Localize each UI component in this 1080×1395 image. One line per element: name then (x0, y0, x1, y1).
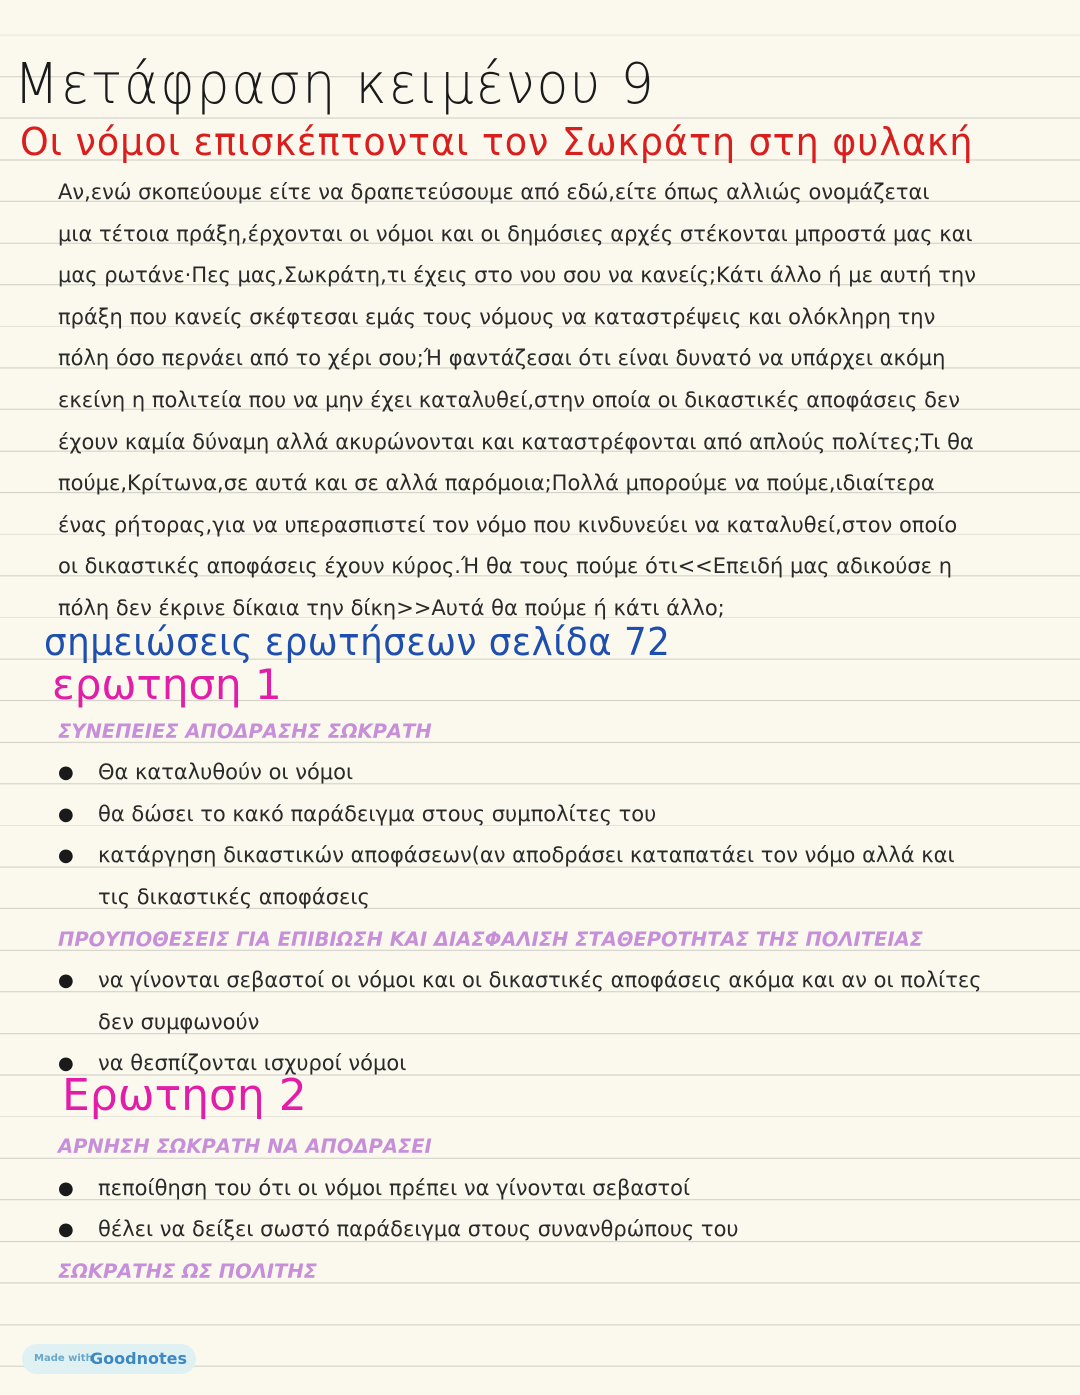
section-title: ΠΡΟΥΠΟΘΕΣΕΙΣ ΓΙΑ ΕΠΙΒΙΩΣΗ ΚΑΙ ΔΙΑΣΦΑΛΙΣΗ ΣΤΑΘΕΡΟΤΗΤΑΣ ΤΗΣ ΠΟΛΙΤΕΙΑΣ (58, 928, 924, 951)
bullet-text: πεποίθηση του ότι οι νόμοι πρέπει να γίνονται σεβαστοί (98, 1176, 691, 1200)
translation-line: έχουν καμία δύναμη αλλά ακυρώνονται και καταστρέφονται από απλούς πολίτες;Τι θα (58, 429, 974, 454)
bullet-text: να γίνονται σεβαστοί οι νόμοι και οι δικαστικές αποφάσεις ακόμα και αν οι πολίτες (98, 968, 982, 992)
bullet-text: κατάργηση δικαστικών αποφάσεων(αν αποδράσει καταπατάει τον νόμο αλλά και (98, 843, 955, 867)
bullet-dot-icon: ● (58, 845, 74, 866)
question-2-label: Ερωτηση 2 (62, 1070, 307, 1121)
translation-line: μια τέτοια πράξη,έρχονται οι νόμοι και οι δημόσιες αρχές στέκονται μπροστά μας και (58, 221, 973, 246)
translation-line: οι δικαστικές αποφάσεις έχουν κύρος.Ή θα τους πούμε ότι<<Επειδή μας αδικούσε η (58, 554, 952, 579)
bullet-dot-icon: ● (58, 1219, 74, 1240)
bullet-text: τις δικαστικές αποφάσεις (98, 884, 370, 909)
bullet-dot-icon: ● (58, 970, 74, 991)
bullet-dot-icon: ● (58, 1178, 74, 1199)
translation-line: πόλη δεν έκρινε δίκαια την δίκη>>Αυτά θα πούμε ή κάτι άλλο; (58, 595, 725, 620)
translation-line: εκείνη η πολιτεία που να μην έχει καταλυθεί,στην οποία οι δικαστικές αποφάσεις δεν (58, 387, 960, 412)
section-title: ΑΡΝΗΣΗ ΣΩΚΡΑΤΗ ΝΑ ΑΠΟΔΡΑΣΕΙ (58, 1135, 432, 1158)
translation-line: πράξη που κανείς σκέφτεσαι εμάς τους νόμους να καταστρέψεις και ολόκληρη την (58, 304, 936, 329)
bullet-text: Θα καταλυθούν οι νόμοι (98, 760, 354, 784)
question-1-label: ερωτηση 1 (52, 660, 282, 709)
translation-line: Αν,ενώ σκοπεύουμε είτε να δραπετεύσουμε από εδώ,είτε όπως αλλιώς ονομάζεται (58, 180, 930, 204)
badge-prefix: Made with (34, 1353, 93, 1364)
page-subtitle: Οι νόμοι επισκέπτονται τον Σωκράτη στη φυλακή (20, 120, 974, 164)
section-title: ΣΥΝΕΠΕΙΕΣ ΑΠΟΔΡΑΣΗΣ ΣΩΚΡΑΤΗ (58, 720, 432, 743)
bullet-dot-icon: ● (58, 1053, 74, 1074)
notes-heading: σημειώσεις ερωτήσεων σελίδα 72 (44, 620, 671, 664)
goodnotes-badge[interactable] (22, 1344, 196, 1374)
translation-line: πούμε,Κρίτωνα,σε αυτά και σε αλλά παρόμοια;Πολλά μπορούμε να πούμε,ιδιαίτερα (58, 471, 935, 496)
bullet-text: θέλει να δείξει σωστό παράδειγμα στους συνανθρώπους του (98, 1217, 739, 1241)
bullet-dot-icon: ● (58, 804, 74, 825)
bullet-text: να θεσπίζονται ισχυροί νόμοι (98, 1051, 407, 1075)
bullet-dot-icon: ● (58, 762, 74, 783)
translation-line: πόλη όσο περνάει από το χέρι σου;Ή φαντάζεσαι ότι είναι δυνατό να υπάρχει ακόμη (58, 346, 946, 371)
translation-paragraph (58, 172, 1048, 630)
goodnotes-logo: Goodnotes (90, 1349, 187, 1368)
translation-line: μας ρωτάνε·Πες μας,Σωκράτη,τι έχεις στο νου σου να κανείς;Κάτι άλλο ή με αυτή την (58, 263, 976, 288)
bullet-text: θα δώσει το κακό παράδειγμα στους συμπολίτες του (98, 802, 657, 826)
page-title: Μετάφραση κειμένου 9 (14, 52, 656, 117)
bullet-text: δεν συμφωνούν (98, 1009, 260, 1034)
section-title: ΣΩΚΡΑΤΗΣ ΩΣ ΠΟΛΙΤΗΣ (58, 1260, 317, 1283)
translation-line: ένας ρήτορας,για να υπερασπιστεί τον νόμο που κινδυνεύει να καταλυθεί,στον οποίο (58, 512, 958, 537)
